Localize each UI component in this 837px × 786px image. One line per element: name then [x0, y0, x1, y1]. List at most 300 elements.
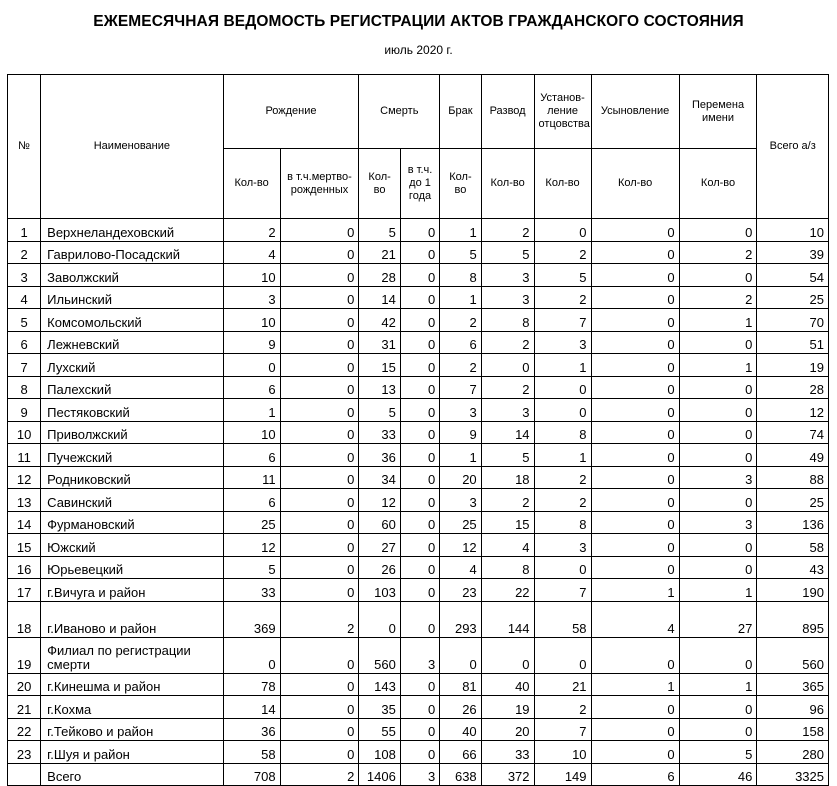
cell-value: 0 [591, 466, 679, 489]
row-name: Ильинский [41, 286, 223, 309]
table-row [8, 286, 829, 309]
table-row [8, 718, 829, 741]
cell-value: 0 [280, 331, 359, 354]
cell-value: 20 [481, 718, 534, 741]
row-number: 1 [8, 219, 41, 242]
row-number: 4 [8, 286, 41, 309]
cell-value: 12 [440, 534, 481, 557]
cell-value: 18 [481, 466, 534, 489]
cell-value: 0 [481, 637, 534, 673]
cell-value: 0 [679, 556, 757, 579]
row-number: 8 [8, 376, 41, 399]
row-number: 14 [8, 511, 41, 534]
row-name: г.Кохма [41, 696, 223, 719]
cell-value: 0 [679, 264, 757, 287]
cell-value: 39 [757, 241, 829, 264]
subheader-name-change-count: Кол-во [679, 149, 757, 219]
row-number: 15 [8, 534, 41, 557]
cell-value: 5 [359, 219, 400, 242]
cell-value: 40 [440, 718, 481, 741]
cell-value: 3 [440, 399, 481, 422]
cell-value: 66 [440, 741, 481, 764]
cell-value: 0 [591, 354, 679, 377]
cell-value: 0 [679, 219, 757, 242]
cell-value: 33 [223, 579, 280, 602]
subheader-stillborn: в т.ч.мертво-рожденных [280, 149, 359, 219]
cell-value: 9 [440, 421, 481, 444]
header-paternity: Установ-ление отцовства [534, 75, 591, 149]
row-name: Приволжский [41, 421, 223, 444]
row-name: Верхнеландеховский [41, 219, 223, 242]
cell-value: 0 [280, 219, 359, 242]
row-number: 19 [8, 637, 41, 673]
row-number: 23 [8, 741, 41, 764]
cell-value: 0 [440, 637, 481, 673]
cell-value: 365 [757, 673, 829, 696]
row-number [8, 763, 41, 786]
row-name: Родниковский [41, 466, 223, 489]
cell-value: 3 [481, 264, 534, 287]
total-row [8, 763, 829, 786]
table-row [8, 534, 829, 557]
row-number: 20 [8, 673, 41, 696]
cell-value: 0 [591, 534, 679, 557]
cell-value: 3 [679, 511, 757, 534]
cell-value: 6 [223, 444, 280, 467]
cell-value: 2 [481, 376, 534, 399]
table-row [8, 637, 829, 673]
cell-value: 10 [223, 309, 280, 332]
cell-value: 0 [679, 637, 757, 673]
header-adoption: Усыновление [591, 75, 679, 149]
row-number: 17 [8, 579, 41, 602]
cell-value: 0 [400, 466, 439, 489]
cell-value: 1 [440, 444, 481, 467]
cell-value: 0 [481, 354, 534, 377]
cell-value: 0 [400, 556, 439, 579]
table-row [8, 579, 829, 602]
row-number: 6 [8, 331, 41, 354]
cell-value: 0 [591, 444, 679, 467]
cell-value: 81 [440, 673, 481, 696]
row-name: Пучежский [41, 444, 223, 467]
cell-value: 5 [481, 241, 534, 264]
cell-value: 7 [440, 376, 481, 399]
row-name: Палехский [41, 376, 223, 399]
cell-value: 2 [223, 219, 280, 242]
table-row [8, 241, 829, 264]
cell-value: 2 [481, 219, 534, 242]
table-row [8, 511, 829, 534]
cell-value: 54 [757, 264, 829, 287]
cell-value: 0 [679, 421, 757, 444]
table-row [8, 444, 829, 467]
cell-value: 6 [223, 489, 280, 512]
cell-value: 19 [481, 696, 534, 719]
cell-value: 0 [400, 444, 439, 467]
cell-value: 0 [280, 421, 359, 444]
cell-value: 2 [534, 489, 591, 512]
cell-value: 0 [400, 489, 439, 512]
table-row [8, 601, 829, 637]
cell-value: 638 [440, 763, 481, 786]
cell-value: 708 [223, 763, 280, 786]
cell-value: 5 [359, 399, 400, 422]
cell-value: 0 [679, 444, 757, 467]
cell-value: 0 [679, 331, 757, 354]
cell-value: 42 [359, 309, 400, 332]
cell-value: 0 [591, 556, 679, 579]
cell-value: 35 [359, 696, 400, 719]
cell-value: 3 [534, 534, 591, 557]
cell-value: 12 [757, 399, 829, 422]
cell-value: 3325 [757, 763, 829, 786]
cell-value: 36 [359, 444, 400, 467]
cell-value: 0 [679, 399, 757, 422]
cell-value: 40 [481, 673, 534, 696]
cell-value: 2 [534, 286, 591, 309]
cell-value: 49 [757, 444, 829, 467]
cell-value: 55 [359, 718, 400, 741]
cell-value: 0 [400, 741, 439, 764]
table-row [8, 399, 829, 422]
cell-value: 3 [481, 399, 534, 422]
cell-value: 23 [440, 579, 481, 602]
cell-value: 2 [481, 331, 534, 354]
cell-value: 0 [400, 601, 439, 637]
cell-value: 0 [591, 421, 679, 444]
row-number: 10 [8, 421, 41, 444]
cell-value: 14 [481, 421, 534, 444]
cell-value: 7 [534, 309, 591, 332]
row-number: 22 [8, 718, 41, 741]
header-divorce: Развод [481, 75, 534, 149]
cell-value: 36 [223, 718, 280, 741]
report-title: ЕЖЕМЕСЯЧНАЯ ВЕДОМОСТЬ РЕГИСТРАЦИИ АКТОВ ГРАЖДАНСКОГО СОСТОЯНИЯ [93, 13, 744, 30]
row-name: Заволжский [41, 264, 223, 287]
cell-value: 0 [223, 354, 280, 377]
cell-value: 895 [757, 601, 829, 637]
cell-value: 34 [359, 466, 400, 489]
cell-value: 3 [440, 489, 481, 512]
cell-value: 5 [679, 741, 757, 764]
cell-value: 2 [481, 489, 534, 512]
cell-value: 0 [534, 399, 591, 422]
cell-value: 9 [223, 331, 280, 354]
table-row [8, 466, 829, 489]
subheader-divorce-count: Кол-во [481, 149, 534, 219]
cell-value: 0 [400, 673, 439, 696]
cell-value: 5 [481, 444, 534, 467]
cell-value: 33 [481, 741, 534, 764]
table-row [8, 489, 829, 512]
row-number: 16 [8, 556, 41, 579]
cell-value: 0 [591, 637, 679, 673]
cell-value: 46 [679, 763, 757, 786]
cell-value: 25 [757, 286, 829, 309]
cell-value: 0 [280, 741, 359, 764]
cell-value: 1 [440, 219, 481, 242]
header-total: Всего а/з [757, 75, 829, 219]
cell-value: 25 [757, 489, 829, 512]
row-number: 18 [8, 601, 41, 637]
row-number: 3 [8, 264, 41, 287]
cell-value: 0 [280, 579, 359, 602]
table-row [8, 219, 829, 242]
cell-value: 0 [400, 399, 439, 422]
cell-value: 560 [359, 637, 400, 673]
table-row [8, 556, 829, 579]
cell-value: 0 [280, 718, 359, 741]
cell-value: 4 [591, 601, 679, 637]
cell-value: 0 [400, 696, 439, 719]
cell-value: 5 [223, 556, 280, 579]
cell-value: 1 [679, 673, 757, 696]
cell-value: 58 [223, 741, 280, 764]
cell-value: 158 [757, 718, 829, 741]
cell-value: 0 [400, 219, 439, 242]
cell-value: 2 [280, 601, 359, 637]
row-number: 2 [8, 241, 41, 264]
cell-value: 2 [679, 286, 757, 309]
header-marriage: Брак [440, 75, 481, 149]
cell-value: 3 [400, 637, 439, 673]
cell-value: 14 [223, 696, 280, 719]
cell-value: 25 [223, 511, 280, 534]
cell-value: 0 [280, 309, 359, 332]
cell-value: 560 [757, 637, 829, 673]
cell-value: 2 [440, 309, 481, 332]
cell-value: 2 [534, 466, 591, 489]
cell-value: 0 [280, 466, 359, 489]
row-name: Всего [41, 763, 223, 786]
cell-value: 0 [400, 354, 439, 377]
cell-value: 6 [440, 331, 481, 354]
cell-value: 96 [757, 696, 829, 719]
cell-value: 74 [757, 421, 829, 444]
row-name: Филиал по регистрации смерти [41, 637, 223, 673]
cell-value: 1 [591, 579, 679, 602]
cell-value: 0 [591, 741, 679, 764]
row-name: Комсомольский [41, 309, 223, 332]
row-name: Лежневский [41, 331, 223, 354]
cell-value: 27 [359, 534, 400, 557]
cell-value: 0 [280, 286, 359, 309]
cell-value: 1 [679, 354, 757, 377]
cell-value: 0 [280, 376, 359, 399]
cell-value: 8 [534, 511, 591, 534]
cell-value: 27 [679, 601, 757, 637]
cell-value: 58 [757, 534, 829, 557]
cell-value: 0 [400, 421, 439, 444]
cell-value: 1 [591, 673, 679, 696]
cell-value: 0 [591, 399, 679, 422]
cell-value: 43 [757, 556, 829, 579]
cell-value: 7 [534, 718, 591, 741]
row-name: Юрьевецкий [41, 556, 223, 579]
cell-value: 10 [757, 219, 829, 242]
cell-value: 369 [223, 601, 280, 637]
row-number: 9 [8, 399, 41, 422]
cell-value: 12 [359, 489, 400, 512]
cell-value: 0 [400, 241, 439, 264]
cell-value: 0 [400, 309, 439, 332]
cell-value: 1406 [359, 763, 400, 786]
cell-value: 51 [757, 331, 829, 354]
table-row [8, 741, 829, 764]
cell-value: 78 [223, 673, 280, 696]
cell-value: 0 [280, 399, 359, 422]
cell-value: 0 [359, 601, 400, 637]
header-name-change: Перемена имени [679, 75, 757, 149]
row-number: 5 [8, 309, 41, 332]
cell-value: 143 [359, 673, 400, 696]
cell-value: 1 [534, 444, 591, 467]
cell-value: 4 [223, 241, 280, 264]
cell-value: 0 [280, 241, 359, 264]
subheader-paternity-count: Кол-во [534, 149, 591, 219]
cell-value: 372 [481, 763, 534, 786]
cell-value: 5 [534, 264, 591, 287]
cell-value: 0 [591, 241, 679, 264]
cell-value: 0 [591, 219, 679, 242]
row-name: Гаврилово-Посадский [41, 241, 223, 264]
cell-value: 70 [757, 309, 829, 332]
cell-value: 0 [679, 696, 757, 719]
cell-value: 88 [757, 466, 829, 489]
cell-value: 1 [679, 309, 757, 332]
cell-value: 3 [223, 286, 280, 309]
cell-value: 28 [757, 376, 829, 399]
cell-value: 1 [679, 579, 757, 602]
cell-value: 5 [440, 241, 481, 264]
cell-value: 10 [223, 421, 280, 444]
cell-value: 0 [280, 534, 359, 557]
cell-value: 3 [679, 466, 757, 489]
table-row [8, 376, 829, 399]
table-row [8, 354, 829, 377]
cell-value: 0 [591, 696, 679, 719]
cell-value: 6 [223, 376, 280, 399]
cell-value: 4 [440, 556, 481, 579]
subheader-adoption-count: Кол-во [591, 149, 679, 219]
row-name: г.Шуя и район [41, 741, 223, 764]
cell-value: 0 [591, 376, 679, 399]
cell-value: 0 [591, 718, 679, 741]
header-name: Наименование [41, 75, 223, 219]
cell-value: 8 [534, 421, 591, 444]
cell-value: 8 [481, 309, 534, 332]
table-row [8, 264, 829, 287]
cell-value: 25 [440, 511, 481, 534]
row-number: 21 [8, 696, 41, 719]
cell-value: 103 [359, 579, 400, 602]
cell-value: 12 [223, 534, 280, 557]
row-name: Лухский [41, 354, 223, 377]
cell-value: 0 [534, 376, 591, 399]
table-row [8, 309, 829, 332]
table-row [8, 696, 829, 719]
cell-value: 0 [400, 331, 439, 354]
cell-value: 0 [280, 696, 359, 719]
cell-value: 0 [280, 556, 359, 579]
cell-value: 0 [280, 489, 359, 512]
row-name: г.Кинешма и район [41, 673, 223, 696]
cell-value: 0 [400, 534, 439, 557]
cell-value: 3 [481, 286, 534, 309]
row-number: 7 [8, 354, 41, 377]
cell-value: 21 [534, 673, 591, 696]
header-birth: Рождение [223, 75, 359, 149]
cell-value: 31 [359, 331, 400, 354]
cell-value: 15 [481, 511, 534, 534]
cell-value: 2 [440, 354, 481, 377]
cell-value: 14 [359, 286, 400, 309]
row-name: Фурмановский [41, 511, 223, 534]
cell-value: 190 [757, 579, 829, 602]
cell-value: 0 [591, 286, 679, 309]
header-death: Смерть [359, 75, 440, 149]
subheader-death-count: Кол-во [359, 149, 400, 219]
cell-value: 0 [679, 534, 757, 557]
cell-value: 11 [223, 466, 280, 489]
cell-value: 20 [440, 466, 481, 489]
cell-value: 1 [223, 399, 280, 422]
cell-value: 144 [481, 601, 534, 637]
cell-value: 1 [534, 354, 591, 377]
cell-value: 0 [400, 579, 439, 602]
cell-value: 0 [400, 718, 439, 741]
cell-value: 0 [280, 264, 359, 287]
cell-value: 0 [679, 718, 757, 741]
cell-value: 2 [679, 241, 757, 264]
cell-value: 0 [591, 511, 679, 534]
table-row [8, 421, 829, 444]
cell-value: 0 [534, 556, 591, 579]
header-no: № [8, 75, 41, 219]
row-name: г.Тейково и район [41, 718, 223, 741]
row-name: г.Вичуга и район [41, 579, 223, 602]
cell-value: 28 [359, 264, 400, 287]
cell-value: 0 [400, 264, 439, 287]
cell-value: 0 [400, 376, 439, 399]
cell-value: 3 [400, 763, 439, 786]
cell-value: 108 [359, 741, 400, 764]
row-name: Пестяковский [41, 399, 223, 422]
cell-value: 7 [534, 579, 591, 602]
cell-value: 0 [591, 264, 679, 287]
cell-value: 4 [481, 534, 534, 557]
cell-value: 26 [440, 696, 481, 719]
subheader-under-1-year: в т.ч. до 1 года [400, 149, 439, 219]
cell-value: 293 [440, 601, 481, 637]
cell-value: 0 [591, 309, 679, 332]
row-number: 12 [8, 466, 41, 489]
subheader-marriage-count: Кол-во [440, 149, 481, 219]
cell-value: 58 [534, 601, 591, 637]
row-number: 13 [8, 489, 41, 512]
cell-value: 6 [591, 763, 679, 786]
cell-value: 19 [757, 354, 829, 377]
row-name: Савинский [41, 489, 223, 512]
cell-value: 0 [679, 489, 757, 512]
cell-value: 13 [359, 376, 400, 399]
cell-value: 0 [400, 511, 439, 534]
subheader-birth-count: Кол-во [223, 149, 280, 219]
cell-value: 0 [280, 354, 359, 377]
row-name: Южский [41, 534, 223, 557]
cell-value: 10 [534, 741, 591, 764]
